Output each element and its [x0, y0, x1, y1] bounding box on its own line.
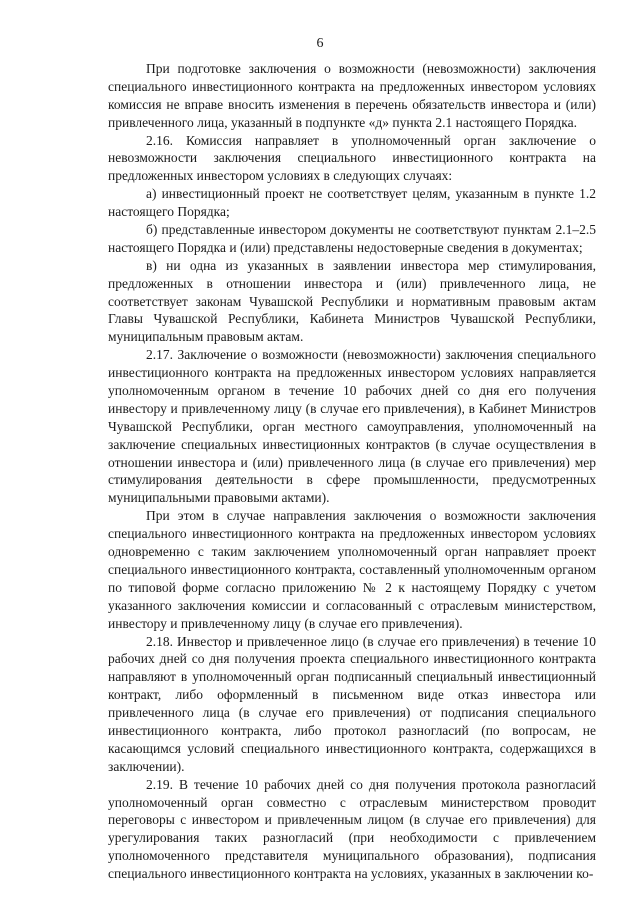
- paragraph-2-16: 2.16. Комиссия направляет в уполномоченный орган заключение о невозможности заключения специального инвестиционного контракта на предложенных инвестором условиях в следующих случаях:: [108, 132, 596, 184]
- paragraph-2-18: 2.18. Инвестор и привлеченное лицо (в случае его привлечения) в течение 10 рабочих дней со дня получения проекта специального инвестиционного контракта направляют в уполномоченный орган подписанный специальный инвестиционный контракт, либо оформленный в письменном виде отказ инвестора или привлеченного лица (в случае его привлечения) от подписания специального инвестиционного контракта, либо протокол разногласий (по вопросам, не касающимся условий специального инвестиционного контракта, содержащихся в заключении).: [108, 633, 596, 774]
- document-body: [108, 60, 596, 883]
- paragraph-2-17-continuation: При этом в случае направления заключения о возможности заключения специального инвестиционного контракта на предложенных инвестором условиях одновременно с таким заключением уполномоченный орган направляет проект специального инвестиционного контракта, составленный уполномоченным органом по типовой форме согласно приложению № 2 к настоящему Порядку с учетом указанного заключения комиссии и согласованный с отраслевым министерством, инвестору и привлеченному лицу (в случае его привлечения).: [108, 508, 596, 631]
- paragraph-2-16-b: б) представленные инвестором документы не соответствуют пунктам 2.1–2.5 настоящего Порядка и (или) представлены недостоверные сведения в документах;: [108, 222, 596, 255]
- paragraph-2-17: 2.17. Заключение о возможности (невозможности) заключения специального инвестиционного контракта на предложенных инвестором условиях направляется уполномоченным органом в течение 10 рабочих дней со дня его получения инвестору и привлеченному лицу (в случае его привлечения), в Кабинет Министров Чувашской Республики, орган местного самоуправления, уполномоченный на заключение специальных инвестиционных контрактов (в случае осуществления в отношении инвестора и (или) привлеченного лица (в случае его привлечения) мер стимулирования деятельности в сфере промышленности, предусмотренных муниципальными правовыми актами).: [108, 347, 596, 506]
- paragraph-2-16-v: в) ни одна из указанных в заявлении инвестора мер стимулирования, предложенных в отношении инвестора и (или) привлеченного лица, не соответствует законам Чувашской Республики и нормативным правовым актам Главы Чувашской Республики, Кабинета Министров Чувашской Республики, муниципальным правовым актам.: [108, 257, 596, 345]
- paragraph-preparation-note: При подготовке заключения о возможности (невозможности) заключения специального инвестиционного контракта на предложенных инвестором условиях комиссия не вправе вносить изменения в перечень обязательств инвестора и (или) привлеченного лица, указанный в подпункте «д» пункта 2.1 настоящего Порядка.: [108, 61, 596, 130]
- paragraph-2-19: 2.19. В течение 10 рабочих дней со дня получения протокола разногласий уполномоченный орган совместно с отраслевым министерством проводит переговоры с инвестором и привлеченным лицом (в случае его привлечения) для урегулирования таких разногласий (при необходимости с привлечением уполномоченного представителя муниципального образования), подписания специального инвестиционного контракта на условиях, указанных в заключении ко-: [108, 776, 596, 882]
- page-number: 6: [316, 36, 324, 51]
- paragraph-2-16-a: а) инвестиционный проект не соответствует целям, указанным в пункте 1.2 настоящего Порядка;: [108, 186, 596, 220]
